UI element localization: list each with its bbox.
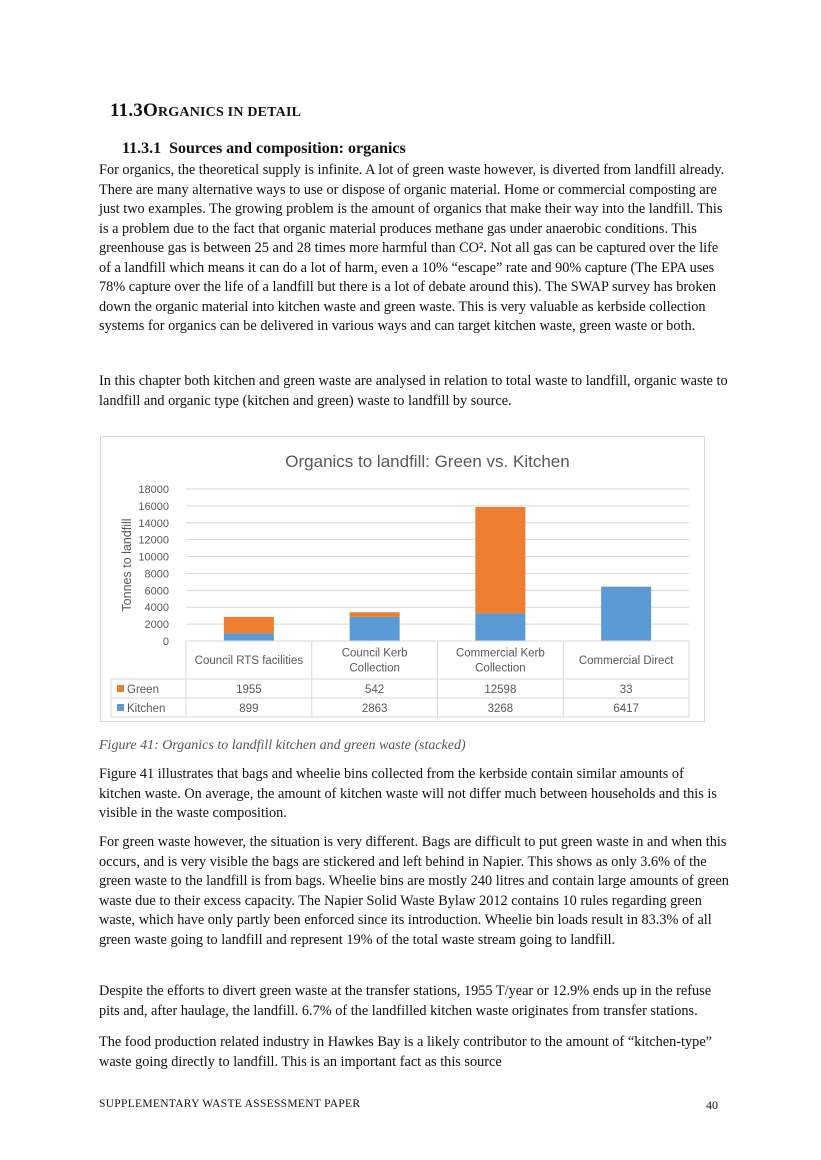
footer-title: SUPPLEMENTARY WASTE ASSESSMENT PAPER <box>99 1098 361 1110</box>
paragraph-kitchen-waste: Figure 41 illustrates that bags and wheelie bins collected from the kerbside contain similar amounts of kitchen waste. On average, the amount of kitchen waste will not differ much between households and this is visible in the waste composition. <box>99 766 717 821</box>
paragraph-chapter-scope: In this chapter both kitchen and green waste are analysed in relation to total waste to landfill, organic waste to landfill and organic type (kitchen and green) waste to landfill by source. <box>99 373 728 409</box>
section-number: 11.3 <box>110 100 144 121</box>
y-tick-label: 16000 <box>138 500 169 513</box>
y-tick-label: 8000 <box>144 568 169 581</box>
x-category-label: Council Kerb <box>341 647 408 660</box>
x-category-label: Commercial Kerb <box>455 647 545 660</box>
data-label: 12598 <box>484 684 517 696</box>
y-tick-label: 2000 <box>144 619 169 632</box>
subsection-title: Sources and composition: organics <box>169 140 406 157</box>
data-label: 3268 <box>487 703 514 715</box>
organics-chart-svg <box>101 437 704 721</box>
y-tick-label: 14000 <box>138 517 169 530</box>
paragraph-transfer-stations: Despite the efforts to divert green waste at the transfer stations, 1955 T/year or 12.9% ends up in the refuse pits and, after haulage, the landfill. 6.7% of the landfilled kitchen waste originates from transfer stations. <box>99 983 712 1019</box>
y-axis-label: Tonnes to landfill <box>120 518 134 612</box>
page-number: 40 <box>706 1098 718 1112</box>
figure-caption: Figure 41: Organics to landfill kitchen and green waste (stacked) <box>99 738 466 753</box>
section-heading <box>110 100 301 122</box>
paragraph-green-waste: For green waste however, the situation is very different. Bags are difficult to put green waste in and when this occurs, and is very visible the bags are stickered and left behind in Napier. This shows as only 3.6% of the green waste to the landfill is from bags. Wheelie bins are mostly 240 litres and contain large amounts of green waste due to their excess capacity. The Napier Solid Waste Bylaw 2012 contains 10 rules regarding green waste, which have only partly been enforced since its introduction. Wheelie bin loads result in 83.3% of all green waste going to landfill and represent 19% of the total waste stream going to landfill. <box>99 834 729 948</box>
data-label: 1955 <box>236 684 262 696</box>
data-label: 899 <box>239 703 259 715</box>
legend-swatch <box>117 685 124 692</box>
data-label: 6417 <box>613 703 639 715</box>
bar-kitchen <box>224 633 274 641</box>
x-category-label: Council RTS facilities <box>194 655 304 667</box>
chart-title: Organics to landfill: Green vs. Kitchen <box>285 452 570 471</box>
subsection-heading <box>122 140 406 158</box>
y-tick-label: 18000 <box>138 484 169 496</box>
data-label: 33 <box>619 684 633 696</box>
paragraph-food-industry: The food production related industry in Hawkes Bay is a likely contributor to the amount of “kitchen-type” waste going directly to landfill. This is an important fact as this source <box>99 1034 713 1070</box>
organics-chart <box>100 436 705 722</box>
bar-kitchen <box>475 613 525 641</box>
y-tick-label: 4000 <box>144 602 169 615</box>
section-title-rest: RGANICS IN DETAIL <box>158 105 302 120</box>
y-tick-label: 10000 <box>138 551 169 564</box>
x-category-label: Commercial Direct <box>578 655 674 667</box>
section-title-initial: O <box>143 100 158 121</box>
y-tick-label: 0 <box>162 636 169 648</box>
y-tick-label: 12000 <box>138 534 169 547</box>
bar-green <box>350 612 400 617</box>
x-category-label: Collection <box>475 662 526 675</box>
legend-swatch <box>117 704 124 711</box>
bar-kitchen <box>601 587 651 641</box>
legend-label: Kitchen <box>127 703 166 715</box>
bar-green <box>475 507 525 613</box>
subsection-number: 11.3.1 <box>122 140 162 157</box>
legend-label: Green <box>127 684 159 696</box>
bar-kitchen <box>350 617 400 641</box>
data-label: 2863 <box>361 703 388 715</box>
bar-green <box>224 617 274 634</box>
paragraph-organics-intro: For organics, the theoretical supply is infinite. A lot of green waste however, is diverted from landfill already. There are many alternative ways to use or dispose of organic material. Home or commercial composting are just two examples. The growing problem is the amount of organics that make their way into the landfill. This is a problem due to the fact that organic material produces methane gas under anaerobic conditions. This greenhouse gas is between 25 and 28 times more harmful than CO². Not all gas can be captured over the life of a landfill which means it can do a lot of harm, even a 10% “escape” rate and 90% capture (The EPA uses 78% capture over the life of a landfill but there is a lot of debate around this). The SWAP survey has broken down the organic material into kitchen waste and green waste. This is very valuable as kerbside collection systems for organics can be delivered in various ways and can target kitchen waste, green waste or both. <box>99 162 725 334</box>
x-category-label: Collection <box>349 662 400 675</box>
y-tick-label: 6000 <box>144 585 169 598</box>
data-label: 542 <box>365 684 385 696</box>
